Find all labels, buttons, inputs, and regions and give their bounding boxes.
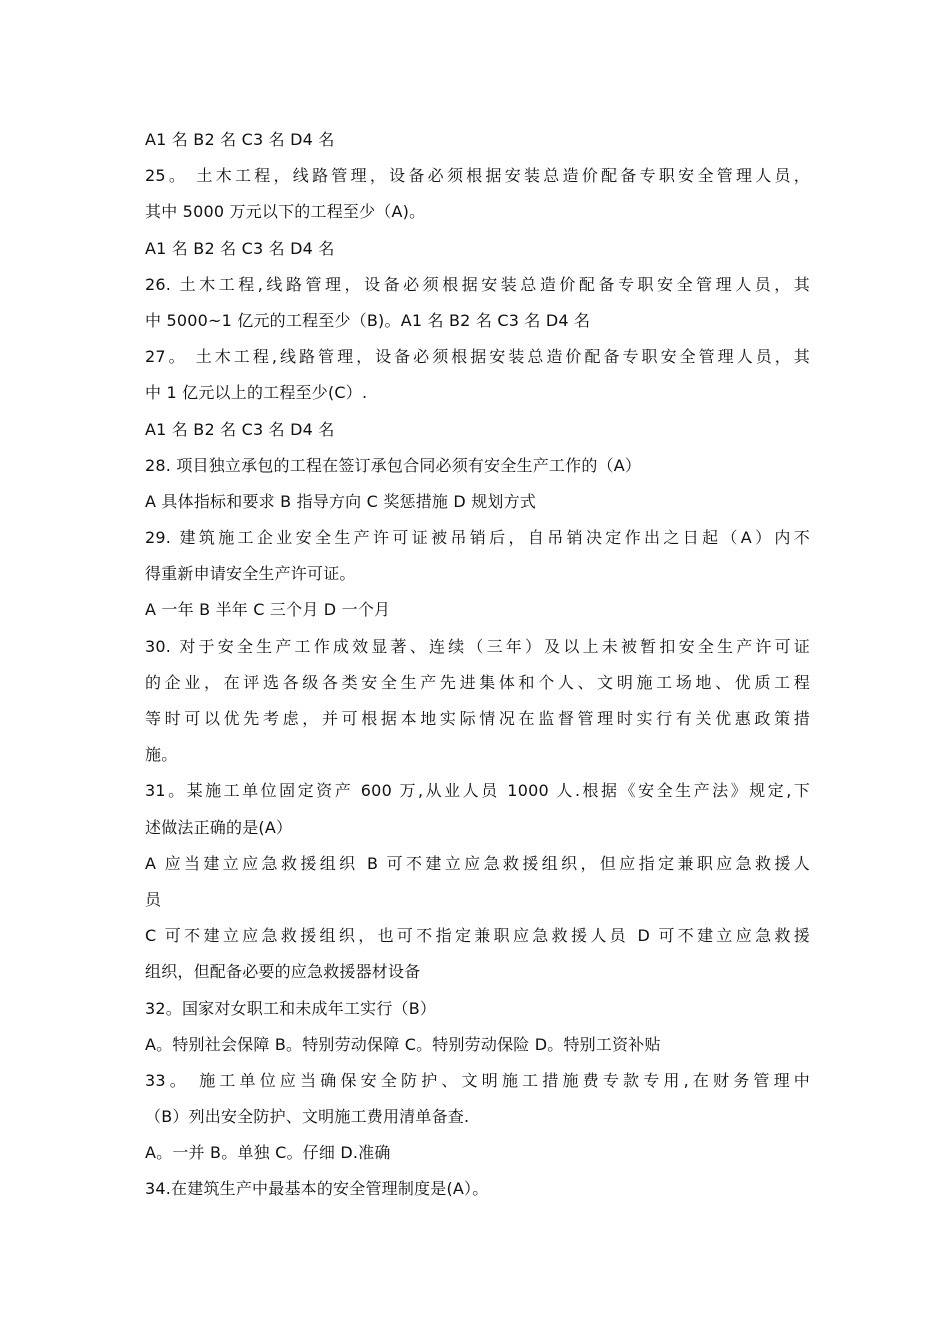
text-line: A 一年 B 半年 C 三个月 D 一个月 [145,600,391,620]
text-line: （B）列出安全防护、文明施工费用清单备查. [145,1107,470,1127]
text-line: A。特别社会保障 B。特别劳动保障 C。特别劳动保险 D。特别工资补贴 [145,1034,661,1054]
text-line: 中 1 亿元以上的工程至少(C）. [145,383,368,403]
text-line: 其中 5000 万元以下的工程至少（A)。 [145,202,426,222]
text-line: A1 名 B2 名 C3 名 D4 名 [145,419,335,439]
text-line: 30. 对于安全生产工作成效显著、连续（三年）及以上未被暂扣安全生产许可证 [145,636,810,656]
text-line: C 可不建立应急救援组织，也可不指定兼职应急救援人员 D 可不建立应急救援 [145,926,810,946]
text-line: A 具体指标和要求 B 指导方向 C 奖惩措施 D 规划方式 [145,491,537,511]
text-line: 的企业，在评选各级各类安全生产先进集体和个人、文明施工场地、优质工程 [145,672,810,692]
text-line: 25。 土木工程，线路管理，设备必须根据安装总造价配备专职安全管理人员， [145,166,810,186]
text-line: 33。 施工单位应当确保安全防护、文明施工措施费专款专用,在财务管理中 [145,1070,810,1090]
text-line: 32。国家对女职工和未成年工实行（B） [145,998,437,1018]
text-line: A1 名 B2 名 C3 名 D4 名 [145,238,335,258]
document-body [145,122,810,1208]
text-line: A。一并 B。单独 C。仔细 D.准确 [145,1143,391,1163]
text-line: 得重新申请安全生产许可证。 [145,564,356,584]
text-line: A 应当建立应急救援组织 B 可不建立应急救援组织，但应指定兼职应急救援人 [145,853,810,873]
text-line: 28. 项目独立承包的工程在签订承包合同必须有安全生产工作的（A） [145,455,642,475]
text-line: 施。 [145,745,178,765]
text-line: 29. 建筑施工企业安全生产许可证被吊销后，自吊销决定作出之日起（A）内不 [145,528,810,548]
text-line: 中 5000~1 亿元的工程至少（B)。A1 名 B2 名 C3 名 D4 名 [145,310,591,330]
text-line: 等时可以优先考虑，并可根据本地实际情况在监督管理时实行有关优惠政策措 [145,709,810,728]
text-line: 26. 土木工程,线路管理，设备必须根据安装总造价配备专职安全管理人员，其 [145,274,810,294]
text-line: 员 [145,889,162,909]
text-line: 组织，但配备必要的应急救援器材设备 [145,962,421,982]
text-line: 27。 土木工程,线路管理，设备必须根据安装总造价配备专职安全管理人员，其 [145,347,810,367]
text-line: 述做法正确的是(A） [145,817,293,837]
text-line: 31。某施工单位固定资产 600 万,从业人员 1000 人.根据《安全生产法》规定,下 [145,781,810,801]
text-line: A1 名 B2 名 C3 名 D4 名 [145,130,335,149]
text-line: 34.在建筑生产中最基本的安全管理制度是(A）。 [145,1179,489,1199]
